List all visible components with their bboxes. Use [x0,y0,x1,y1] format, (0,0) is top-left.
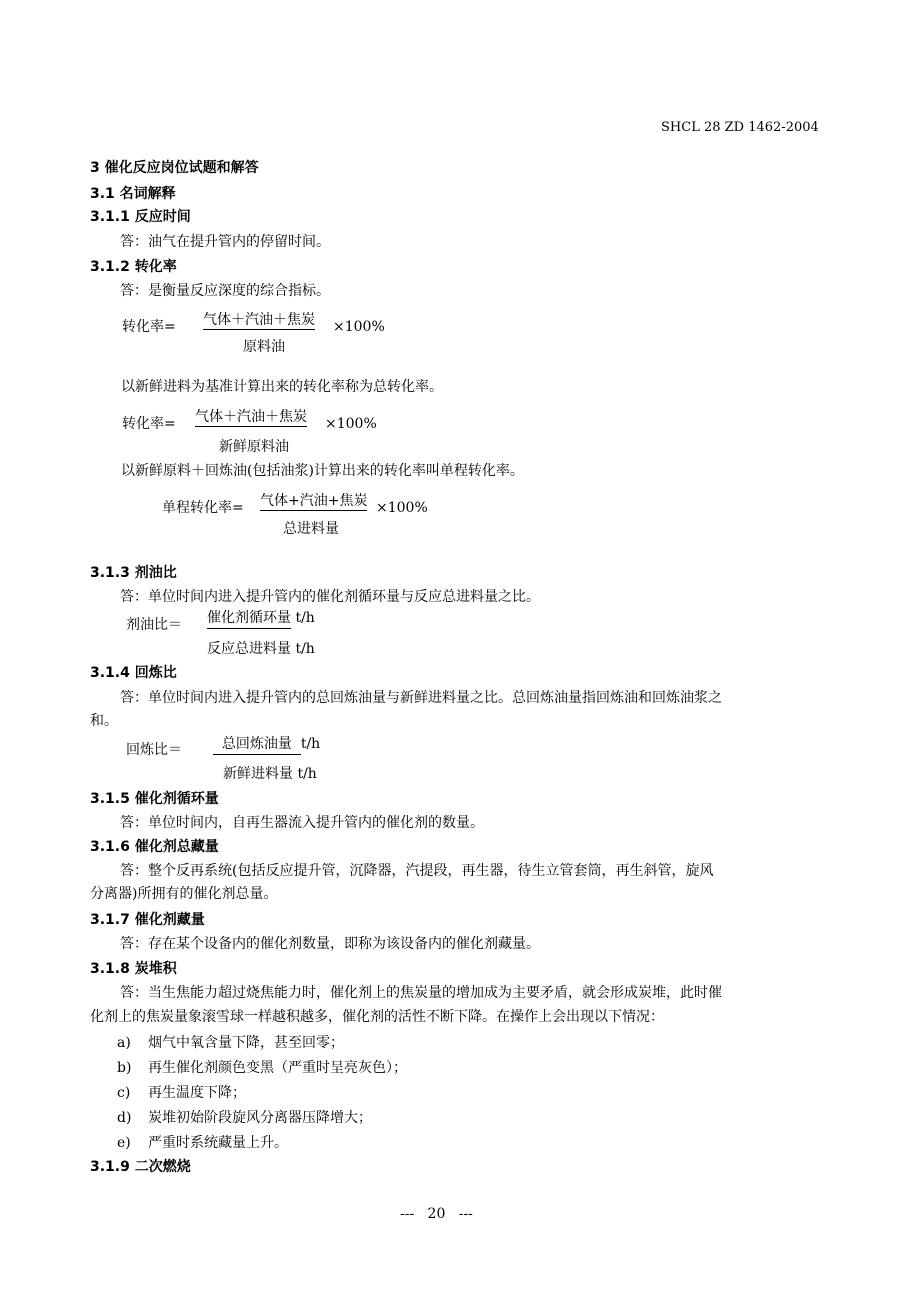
paragraph-total-conversion: 以新鲜进料为基准计算出来的转化率称为总转化率。 [121,379,443,395]
formula-numerator-text: 催化剂循环量 [207,610,291,629]
formula-label: 转化率= [122,416,176,432]
formula-multiplier: ×100% [376,500,428,516]
formula-numerator [213,737,320,751]
answer-3-1-4-line-2: 和。 [90,713,118,729]
formula-numerator-unit: t/h [300,736,321,752]
list-item: 再生催化剂颜色变黑（严重时呈亮灰色）； [148,1060,407,1076]
formula-denominator: 新鲜进料量 t/h [223,766,317,782]
list-item-mark: b) [117,1060,132,1076]
formula-denominator: 原料油 [243,339,285,355]
answer-3-1-8-line-1: 答：当生焦能力超过烧焦能力时，催化剂上的焦炭量的增加成为主要矛盾，就会形成炭堆，此时催 [120,985,722,1001]
formula-label: 回炼比＝ [126,742,182,758]
answer-3-1-6-line-1: 答：整个反再系统(包括反应提升管，沉降器，汽提段，再生器，待生立管套筒，再生斜管，旋风 [120,863,714,879]
formula-multiplier: ×100% [325,416,377,432]
formula-numerator-unit: t/h [291,610,315,626]
section-title-3-1-8: 3.1.8 炭堆积 [90,961,177,977]
list-item-mark: d) [117,1110,132,1126]
list-item-mark: a) [117,1035,131,1051]
formula-denominator: 总进料量 [283,521,339,537]
section-title-3-1-9: 3.1.9 二次燃烧 [90,1159,191,1175]
formula-denominator: 新鲜原料油 [219,439,289,455]
formula-label: 单程转化率= [162,500,244,516]
answer-3-1-4-line-1: 答：单位时间内进入提升管内的总回炼油量与新鲜进料量之比。总回炼油量指回炼油和回炼油浆之 [120,690,722,706]
formula-multiplier: ×100% [333,319,385,335]
answer-3-1-8-line-2: 化剂上的焦炭量象滚雪球一样越积越多，催化剂的活性不断下降。在操作上会出现以下情况： [90,1009,664,1025]
answer-3-1-7: 答：存在某个设备内的催化剂数量，即称为该设备内的催化剂藏量。 [120,936,540,952]
section-title-3: 3 催化反应岗位试题和解答 [90,160,259,176]
formula-numerator-text: 总回炼油量 [213,736,301,755]
formula-label: 转化率= [122,319,176,335]
paragraph-single-conversion: 以新鲜原料＋回炼油(包括油浆)计算出来的转化率叫单程转化率。 [121,463,524,479]
formula-numerator: 气体＋汽油＋焦炭 [195,409,307,425]
section-title-3-1-3: 3.1.3 剂油比 [90,565,177,581]
formula-denominator: 反应总进料量 t/h [207,641,315,657]
answer-3-1-5: 答：单位时间内，自再生器流入提升管内的催化剂的数量。 [120,815,484,831]
section-title-3-1-2: 3.1.2 转化率 [90,259,177,275]
formula-numerator: 气体＋汽油＋焦炭 [203,312,315,328]
answer-3-1-1: 答：油气在提升管内的停留时间。 [120,234,330,250]
section-title-3-1-7: 3.1.7 催化剂藏量 [90,912,205,928]
section-title-3-1: 3.1 名词解释 [90,186,176,202]
doc-code: SHCL 28 ZD 1462-2004 [661,120,819,135]
formula-label: 剂油比＝ [126,617,182,633]
section-title-3-1-6: 3.1.6 催化剂总藏量 [90,839,219,855]
section-title-3-1-4: 3.1.4 回炼比 [90,665,177,681]
formula-numerator: 气体+汽油+焦炭 [260,493,368,509]
list-item: 炭堆初始阶段旋风分离器压降增大； [148,1110,372,1126]
list-item-mark: c) [117,1085,131,1101]
list-item: 烟气中氧含量下降，甚至回零； [148,1035,344,1051]
answer-3-1-6-line-2: 分离器)所拥有的催化剂总量。 [90,886,278,902]
list-item: 严重时系统藏量上升。 [148,1135,288,1151]
section-title-3-1-5: 3.1.5 催化剂循环量 [90,791,219,807]
section-title-3-1-1: 3.1.1 反应时间 [90,209,191,225]
list-item: 再生温度下降； [148,1085,246,1101]
answer-3-1-3: 答：单位时间内进入提升管内的催化剂循环量与反应总进料量之比。 [120,589,540,605]
page-number: --- 20 --- [400,1206,473,1222]
formula-numerator [207,611,315,625]
answer-3-1-2: 答：是衡量反应深度的综合指标。 [120,283,330,299]
list-item-mark: e) [117,1135,131,1151]
